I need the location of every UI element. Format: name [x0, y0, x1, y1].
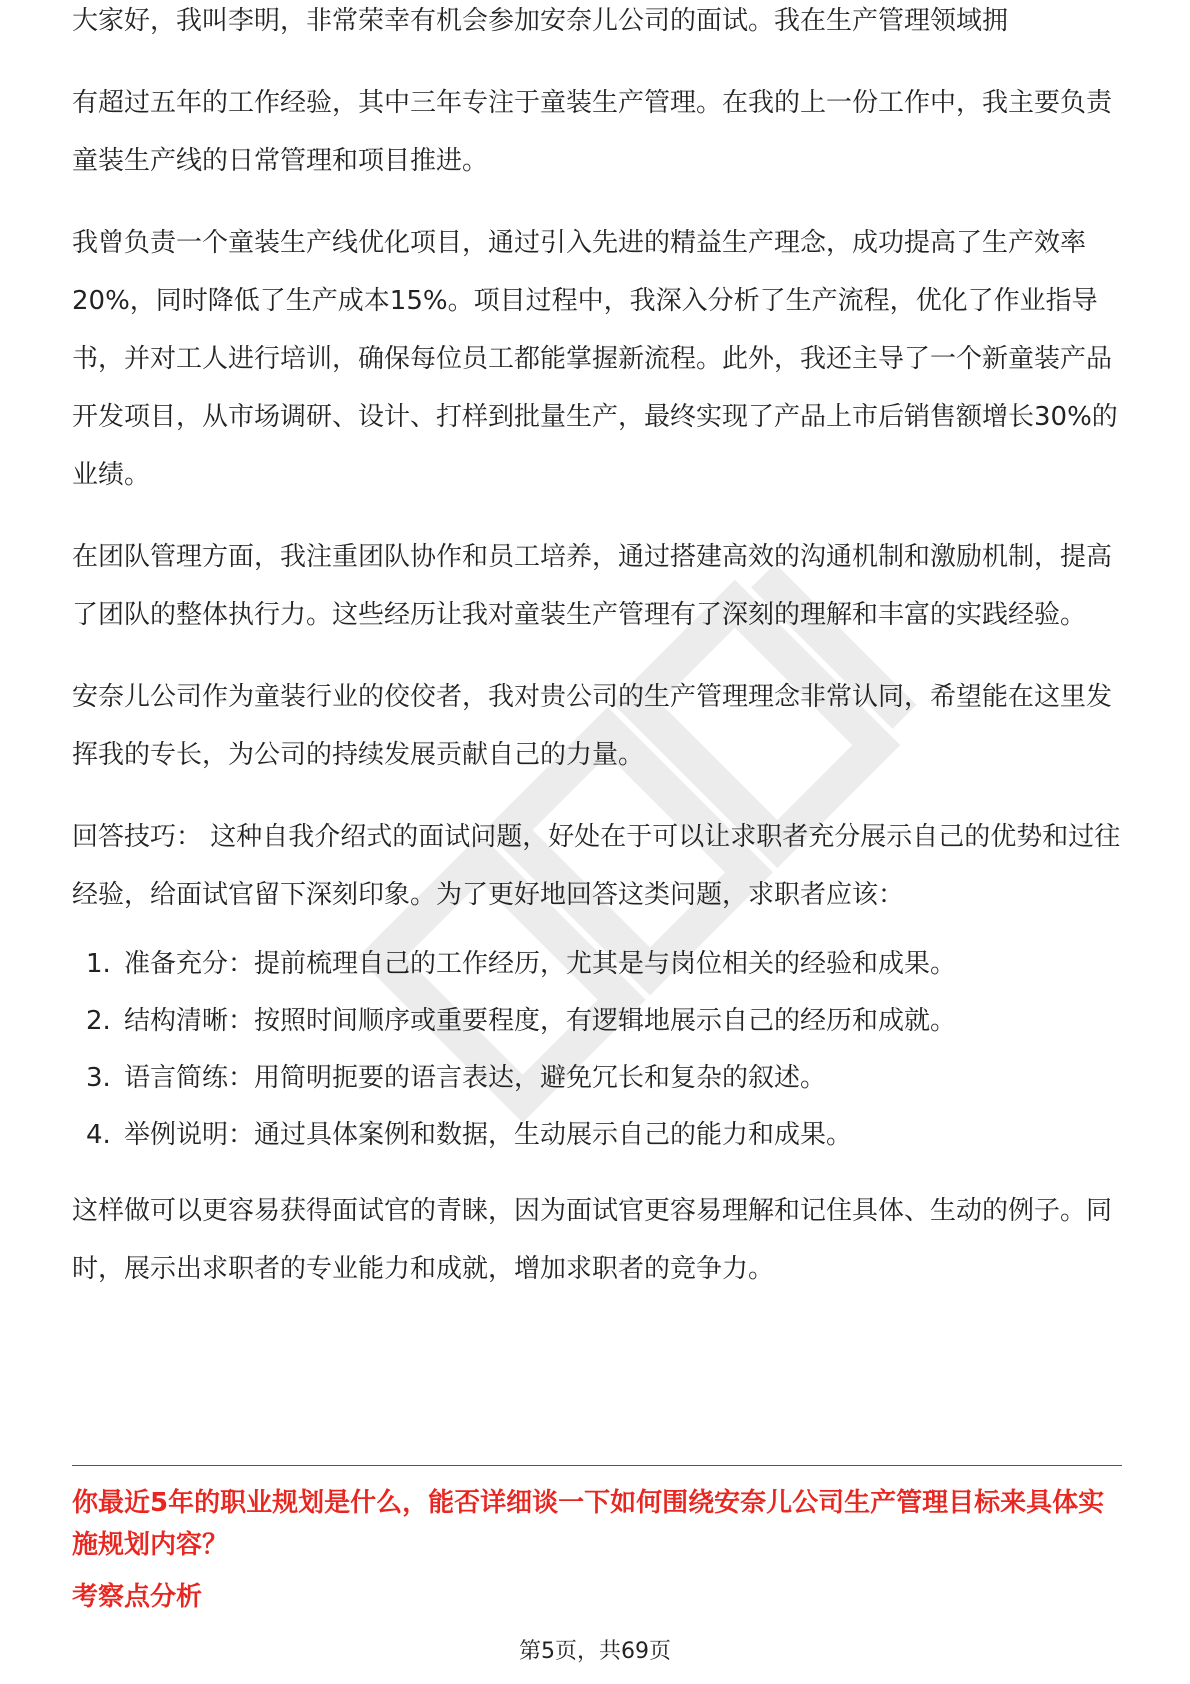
- paragraph-company-motivation: 安奈儿公司作为童装行业的佼佼者，我对贵公司的生产管理理念非常认同，希望能在这里发挥我的专长，为公司的持续发展贡献自己的力量。: [72, 682, 1113, 770]
- section-divider: [72, 1465, 1122, 1466]
- paragraph-team-management: 在团队管理方面，我注重团队协作和员工培养，通过搭建高效的沟通机制和激励机制，提高了团队的整体执行力。这些经历让我对童装生产管理有了深刻的理解和丰富的实践经验。: [72, 542, 1113, 630]
- tips-list: [72, 936, 1122, 1164]
- list-item-number: 3.: [86, 1063, 111, 1093]
- cut-off-top-line-text: 大家好，我叫李明，非常荣幸有机会参加安奈儿公司的面试。我在生产管理领域拥: [72, 6, 1009, 36]
- cut-off-top-line: [72, 6, 1122, 62]
- list-item: [72, 1050, 1122, 1107]
- section-title: 考察点分析: [72, 1582, 203, 1612]
- list-item-text: 结构清晰：按照时间顺序或重要程度，有逻辑地展示自己的经历和成就。: [124, 1006, 957, 1036]
- paragraph-answer-tips: 回答技巧： 这种自我介绍式的面试问题，好处在于可以让求职者充分展示自己的优势和过往经验，给面试官留下深刻印象。为了更好地回答这类问题，求职者应该：: [72, 822, 1121, 910]
- list-item-text: 语言简练：用简明扼要的语言表达，避免冗长和复杂的叙述。: [124, 1063, 827, 1093]
- interview-question: 你最近5年的职业规划是什么，能否详细谈一下如何围绕安奈儿公司生产管理目标来具体实施规划内容？: [72, 1488, 1105, 1560]
- paragraph-project-experience: 我曾负责一个童装生产线优化项目，通过引入先进的精益生产理念，成功提高了生产效率20%，同时降低了生产成本15%。项目过程中，我深入分析了生产流程，优化了作业指导书，并对工人进行培训，确保每位员工都能掌握新流程。此外，我还主导了一个新童装产品开发项目，从市场调研、设计、打样到批量生产，最终实现了产品上市后销售额增长30%的业绩。: [72, 228, 1118, 490]
- list-item-number: 2.: [86, 1006, 111, 1036]
- list-item-text: 举例说明：通过具体案例和数据，生动展示自己的能力和成果。: [124, 1120, 853, 1150]
- list-item: [72, 1107, 1122, 1164]
- list-item-number: 1.: [86, 949, 111, 979]
- list-item-text: 准备充分：提前梳理自己的工作经历，尤其是与岗位相关的经验和成果。: [124, 949, 957, 979]
- list-item: [72, 993, 1122, 1050]
- list-item-number: 4.: [86, 1120, 111, 1150]
- paragraph-closing: 这样做可以更容易获得面试官的青睐，因为面试官更容易理解和记住具体、生动的例子。同时，展示出求职者的专业能力和成就，增加求职者的竞争力。: [72, 1196, 1113, 1284]
- body-content: [72, 74, 1122, 1298]
- page-footer: 第5页，共69页: [519, 1639, 671, 1664]
- paragraph-intro-continued: 有超过五年的工作经验，其中三年专注于童装生产管理。在我的上一份工作中，我主要负责童装生产线的日常管理和项目推进。: [72, 88, 1113, 176]
- list-item: [72, 936, 1122, 993]
